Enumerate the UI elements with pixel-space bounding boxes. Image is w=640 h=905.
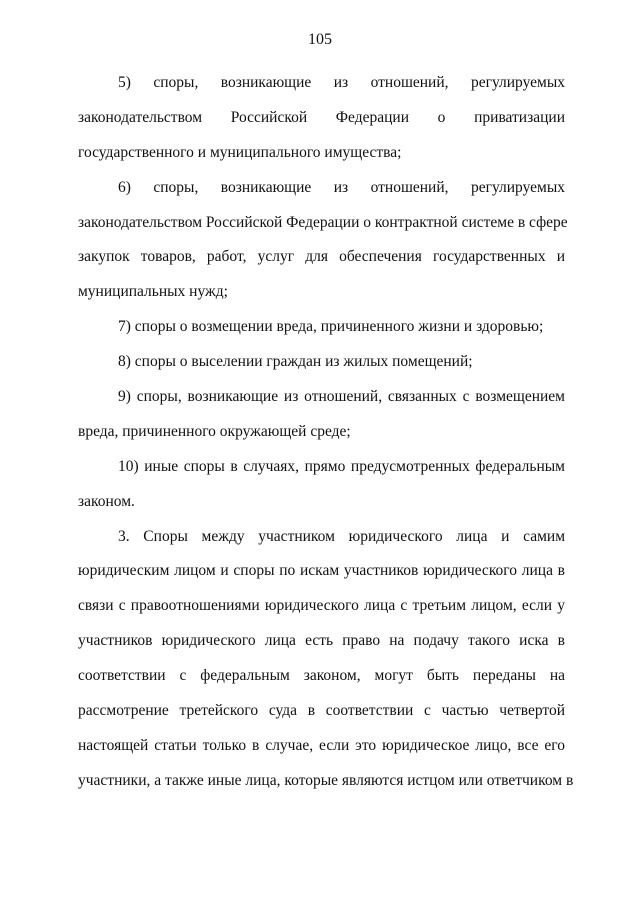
- text-line: 3. Споры между участником юридического лица и самим: [118, 527, 565, 545]
- clause-3: [78, 520, 574, 799]
- text-line: участников юридического лица есть право на подачу такого иска в: [78, 632, 565, 650]
- text-line: соответствии с федеральным законом, могут быть переданы на: [78, 667, 565, 685]
- text-line: вреда, причиненного окружающей среде;: [78, 422, 351, 440]
- text-line: законодательством Российской Федерации о контрактной системе в сфере: [78, 213, 568, 231]
- text-line: государственного и муниципального имущества;: [78, 143, 402, 161]
- list-item-10: [78, 450, 565, 520]
- text-line: 10) иные споры в случаях, прямо предусмотренных федеральным: [118, 457, 565, 475]
- text-line: законом.: [78, 492, 135, 510]
- text-line: настоящей статьи только в случае, если это юридическое лицо, все его: [78, 736, 565, 754]
- text-line: юридическим лицом и споры по искам участников юридического лица в: [78, 562, 565, 580]
- text-line: муниципальных нужд;: [78, 283, 228, 301]
- list-item-9: [78, 380, 565, 450]
- text-line: рассмотрение третейского суда в соответствии с частью четвертой: [78, 702, 565, 720]
- text-line: законодательством Российской Федерации о приватизации: [78, 108, 565, 126]
- text-line: 8) споры о выселении граждан из жилых помещений;: [118, 353, 473, 371]
- text-line: 6) споры, возникающие из отношений, регулируемых: [118, 178, 565, 196]
- text-line: 9) споры, возникающие из отношений, связанных с возмещением: [118, 388, 565, 406]
- page-number: 105: [308, 31, 332, 48]
- text-line: связи с правоотношениями юридического лица с третьим лицом, если у: [78, 597, 565, 615]
- list-item-5: [78, 66, 565, 171]
- text-line: участники, а также иные лица, которые являются истцом или ответчиком в: [78, 771, 574, 789]
- text-line: 5) споры, возникающие из отношений, регулируемых: [118, 74, 565, 91]
- text-line: 7) споры о возмещении вреда, причиненного жизни и здоровью;: [118, 318, 544, 336]
- list-item-6: [78, 171, 568, 311]
- document-body: [78, 66, 574, 799]
- text-line: закупок товаров, работ, услуг для обеспечения государственных и: [78, 248, 565, 266]
- list-item-8: [78, 345, 565, 380]
- list-item-7: [78, 310, 565, 345]
